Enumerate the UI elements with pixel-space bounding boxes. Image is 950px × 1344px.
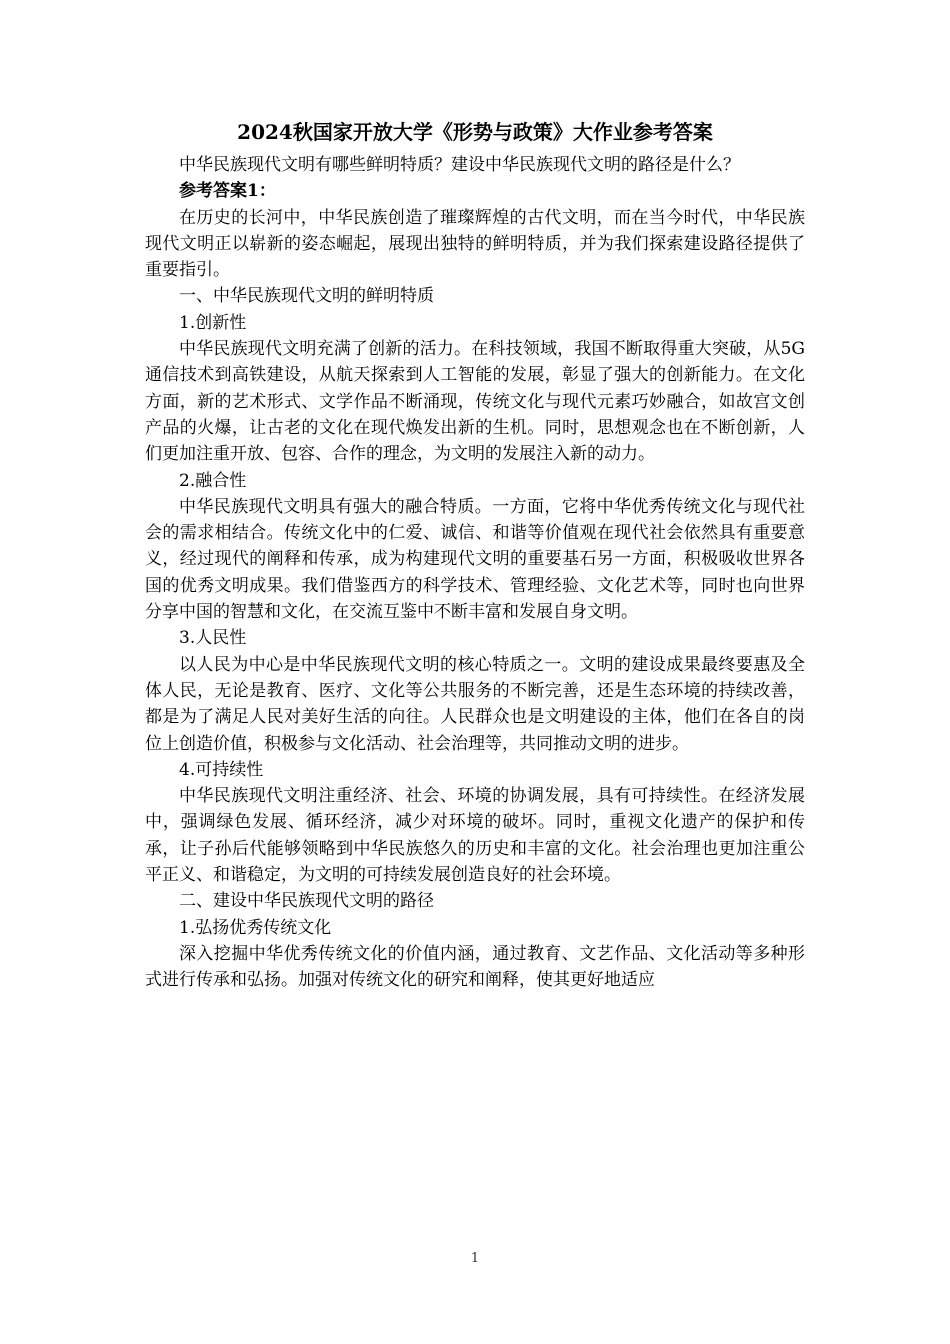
trait4-body: 中华民族现代文明注重经济、社会、环境的协调发展，具有可持续性。在经济发展中，强调绿色发展、循环经济，减少对环境的破坏。同时，重视文化遗产的保护和传承，让子孙后代能够领略到中华民族悠久的历史和丰富的文化。社会治理也更加注重公平正义、和谐稳定，为文明的可持续发展创造良好的社会环境。 xyxy=(145,786,805,886)
trait1-heading: 1.创新性 xyxy=(179,312,247,333)
page-number: 1 xyxy=(470,1251,480,1266)
intro-paragraph: 在历史的长河中，中华民族创造了璀璨辉煌的古代文明，而在当今时代，中华民族现代文明正以崭新的姿态崛起，展现出独特的鲜明特质，并为我们探索建设路径提供了重要指引。 xyxy=(145,207,805,281)
trait3-heading: 3.人民性 xyxy=(179,628,247,649)
trait3-body: 以人民为中心是中华民族现代文明的核心特质之一。文明的建设成果最终要惠及全体人民，无论是教育、医疗、文化等公共服务的不断完善，还是生态环境的持续改善，都是为了满足人民对美好生活的向往。人民群众也是文明建设的主体，他们在各自的岗位上创造价值，积极参与文化活动、社会治理等，共同推动文明的进步。 xyxy=(145,654,805,754)
document-page xyxy=(145,118,805,994)
trait4-heading: 4.可持续性 xyxy=(179,759,264,780)
path1-body: 深入挖掘中华优秀传统文化的价值内涵，通过教育、文艺作品、文化活动等多种形式进行传承和弘扬。加强对传统文化的研究和阐释，使其更好地适应 xyxy=(145,943,805,991)
trait2-heading: 2.融合性 xyxy=(179,470,247,491)
trait2-body: 中华民族现代文明具有强大的融合特质。一方面，它将中华优秀传统文化与现代社会的需求相结合。传统文化中的仁爱、诚信、和谐等价值观在现代社会依然具有重要意义，经过现代的阐释和传承，成为构建现代文明的重要基石另一方面，积极吸收世界各国的优秀文明成果。我们借鉴西方的科学技术、管理经验、文化艺术等，同时也向世界分享中国的智慧和文化，在交流互鉴中不断丰富和发展自身文明。 xyxy=(145,496,805,623)
document-title: 2024秋国家开放大学《形势与政策》大作业参考答案 xyxy=(237,120,713,144)
section2-heading: 二、建设中华民族现代文明的路径 xyxy=(179,891,434,912)
trait1-body: 中华民族现代文明充满了创新的活力。在科技领域，我国不断取得重大突破，从5G通信技术到高铁建设，从航天探索到人工智能的发展，彰显了强大的创新能力。在文化方面，新的艺术形式、文学作品不断涌现，传统文化与现代元素巧妙融合，如故宫文创产品的火爆，让古老的文化在现代焕发出新的生机。同时，思想观念也在不断创新，人们更加注重开放、包容、合作的理念，为文明的发展注入新的动力。 xyxy=(145,339,805,465)
answer-heading: 参考答案1： xyxy=(179,181,276,202)
section1-heading: 一、中华民族现代文明的鲜明特质 xyxy=(179,286,434,307)
question-paragraph: 中华民族现代文明有哪些鲜明特质？建设中华民族现代文明的路径是什么？ xyxy=(179,155,740,175)
path1-heading: 1.弘扬优秀传统文化 xyxy=(179,917,332,938)
